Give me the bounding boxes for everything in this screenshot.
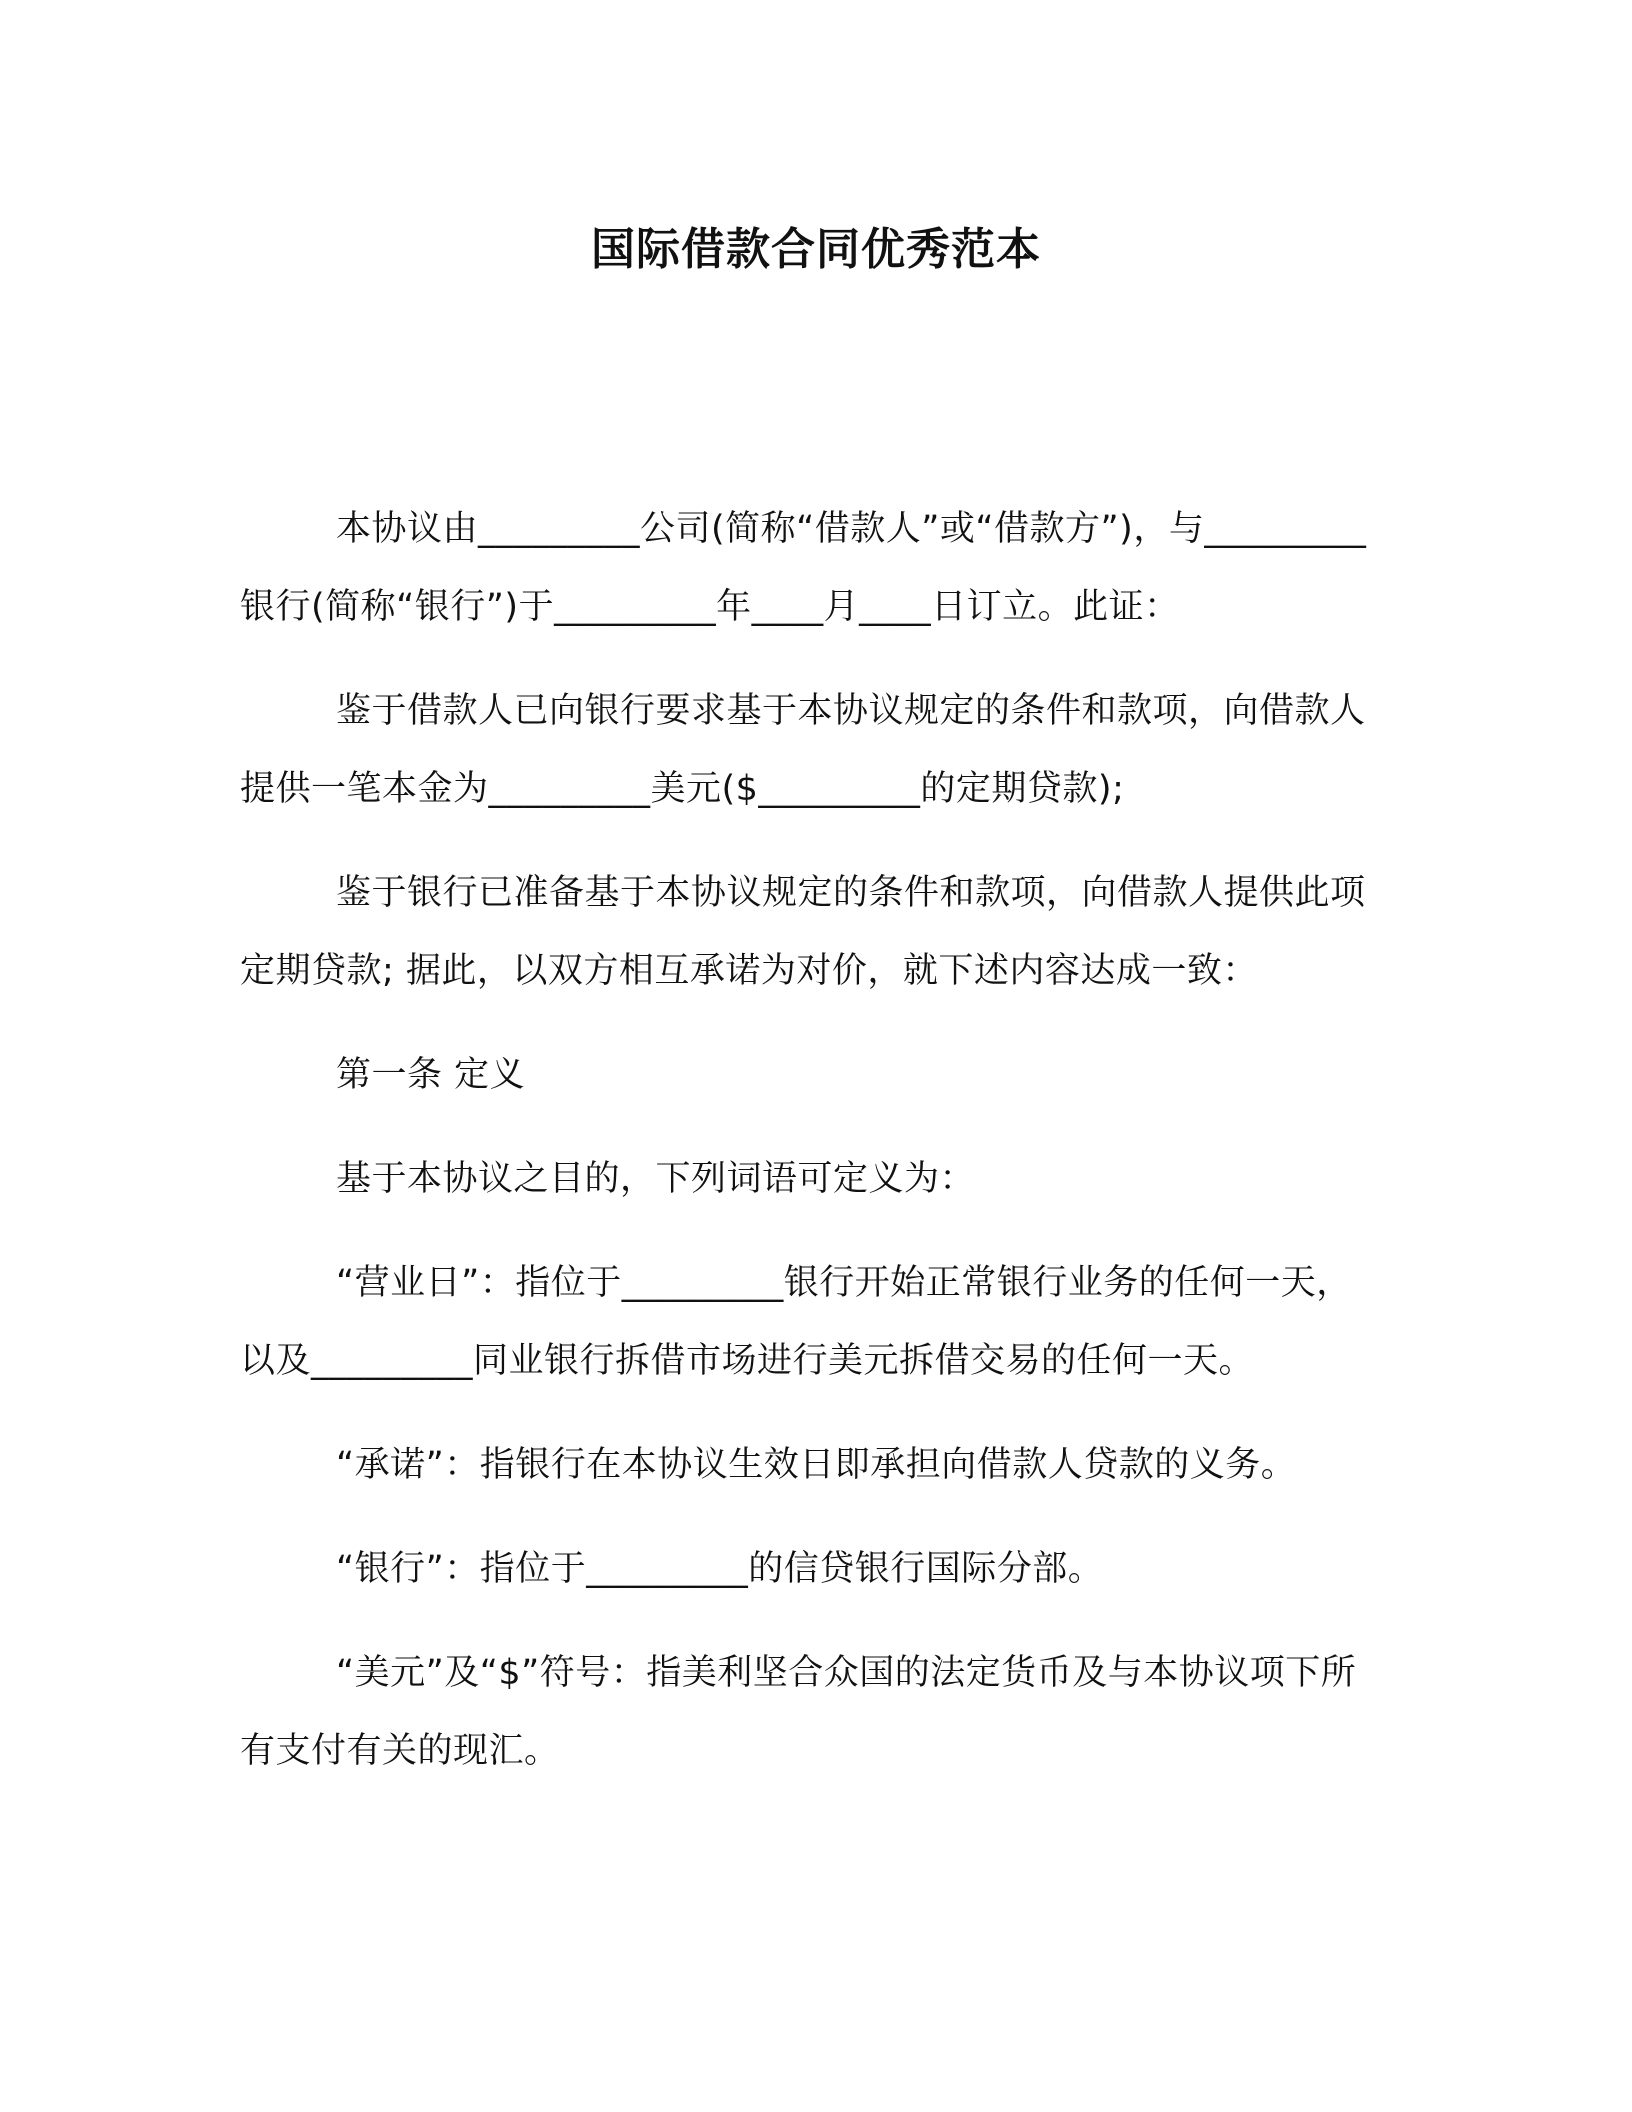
recital-borrower-paragraph: 鉴于借款人已向银行要求基于本协议规定的条件和款项，向借款人提供一笔本金为_________美元($_________的定期贷款); [240,691,1366,809]
article-heading: 第一条 定义 [336,1055,526,1095]
definition-business-day: “营业日”：指位于_________银行开始正常银行业务的任何一天，以及_________同业银行拆借市场进行美元拆借交易的任何一天。 [240,1263,1352,1381]
recital-bank-paragraph: 鉴于银行已准备基于本协议规定的条件和款项，向借款人提供此项定期贷款; 据此，以双方相互承诺为对价，就下述内容达成一致： [240,873,1366,991]
document-body [240,490,1385,1816]
definition-dollar: “美元”及“$”符号：指美利坚合众国的法定货币及与本协议项下所有支付有关的现汇。 [240,1653,1357,1771]
definition-bank: “银行”：指位于_________的信贷银行国际分部。 [336,1549,1104,1589]
document-title: 国际借款合同优秀范本 [591,224,1041,275]
preamble-paragraph: 本协议由_________公司(简称“借款人”或“借款方”)，与_________银行(简称“银行”)于_________年____月____日订立。此证： [240,509,1367,627]
definition-commitment: “承诺”：指银行在本协议生效日即承担向借款人贷款的义务。 [336,1445,1297,1485]
definitions-intro-paragraph: 基于本协议之目的，下列词语可定义为： [336,1159,976,1199]
